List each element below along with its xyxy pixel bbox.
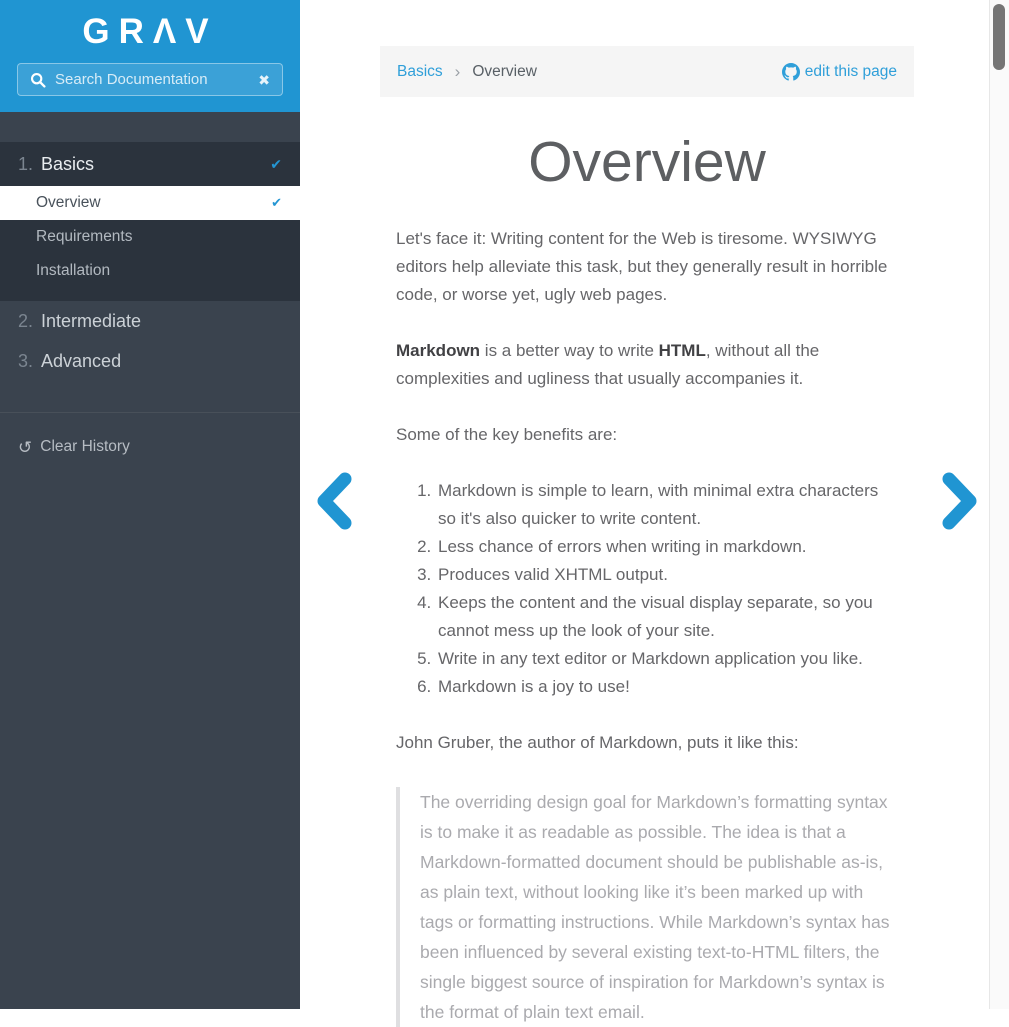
bold-markdown: Markdown [396, 341, 481, 360]
sidebar-item-installation[interactable] [0, 254, 300, 288]
check-icon: ✔ [271, 195, 282, 210]
search-clear-icon[interactable]: ✖ [258, 71, 270, 88]
sub-item-label: Overview [36, 194, 101, 211]
benefit-item: 4. Keeps the content and the visual display separate, so you cannot mess up the look of your site. [436, 589, 898, 645]
chapter-group-basics [0, 142, 300, 301]
history-icon: ↺ [18, 437, 33, 457]
edit-this-page-link[interactable] [782, 63, 897, 81]
clear-history-label: Clear History [40, 438, 130, 455]
breadcrumb-current: Overview [472, 62, 537, 80]
sub-item-label: Installation [36, 262, 111, 279]
scrollbar-thumb[interactable] [993, 4, 1005, 70]
benefits-list [396, 477, 898, 701]
main-content [380, 0, 914, 1027]
paragraph-markdown: Markdown is a better way to write HTML, without all the complexities and ugliness that usually accompanies it. [396, 341, 820, 388]
sidebar-nav [0, 142, 300, 381]
breadcrumb-separator-icon: › [454, 61, 461, 81]
paragraph-benefits-lead: Some of the key benefits are: [396, 425, 618, 444]
sidebar-item-intermediate[interactable] [0, 301, 300, 341]
search-icon [30, 72, 46, 88]
search-box[interactable] [17, 63, 283, 96]
sidebar-item-basics[interactable] [0, 142, 300, 186]
sidebar-item-requirements[interactable] [0, 220, 300, 254]
check-icon: ✔ [270, 155, 282, 172]
grav-logo[interactable]: GRΛV [82, 12, 218, 51]
bold-html: HTML [658, 341, 706, 360]
chapter-number: 2. [18, 310, 34, 331]
breadcrumb-link-basics[interactable]: Basics [397, 62, 443, 80]
sidebar-header [0, 0, 300, 112]
chapter-number: 3. [18, 350, 34, 371]
chapter-number: 1. [18, 153, 34, 174]
paragraph-gruber: John Gruber, the author of Markdown, puts it like this: [396, 733, 799, 752]
next-page-button[interactable] [940, 472, 980, 535]
benefit-item: 5. Write in any text editor or Markdown application you like. [436, 645, 898, 673]
clear-history-button[interactable] [0, 438, 300, 456]
benefit-item: 2. Less chance of errors when writing in markdown. [436, 533, 898, 561]
chevron-left-icon [314, 472, 354, 530]
chapter-label: Intermediate [41, 310, 142, 331]
github-icon [782, 63, 800, 81]
sidebar-divider [0, 412, 300, 413]
search-input[interactable] [55, 71, 258, 88]
sidebar-item-overview[interactable] [0, 186, 300, 220]
chevron-right-icon [940, 472, 980, 530]
scrollbar-track[interactable] [989, 0, 1009, 1009]
breadcrumb [380, 46, 914, 97]
sub-item-label: Requirements [36, 228, 133, 245]
benefit-item: 6. Markdown is a joy to use! [436, 673, 898, 701]
previous-page-button[interactable] [314, 472, 354, 535]
gruber-quote: The overriding design goal for Markdown’s formatting syntax is to make it as readable as possible. The idea is that a Markdown-formatted document should be publishable as-is, as plain text, without looking like it’s been marked up with tags or formatting instructions. While Markdown’s syntax has been influenced by several existing text-to-HTML filters, the single biggest source of inspiration for Markdown’s syntax is the format of plain text email. [396, 787, 898, 1027]
benefit-item: 3. Produces valid XHTML output. [436, 561, 898, 589]
benefit-item: 1. Markdown is simple to learn, with minimal extra characters so it's also quicker to write content. [436, 477, 898, 533]
sidebar-item-advanced[interactable] [0, 341, 300, 381]
chapter-label: Basics [41, 153, 95, 174]
page-title: Overview [528, 130, 766, 194]
sidebar [0, 0, 300, 1009]
paragraph-intro: Let's face it: Writing content for the Web is tiresome. WYSIWYG editors help alleviate this task, but they generally result in horrible code, or worse yet, ugly web pages. [396, 229, 888, 304]
edit-this-page-label: edit this page [804, 62, 897, 80]
chapter-label: Advanced [41, 350, 122, 371]
